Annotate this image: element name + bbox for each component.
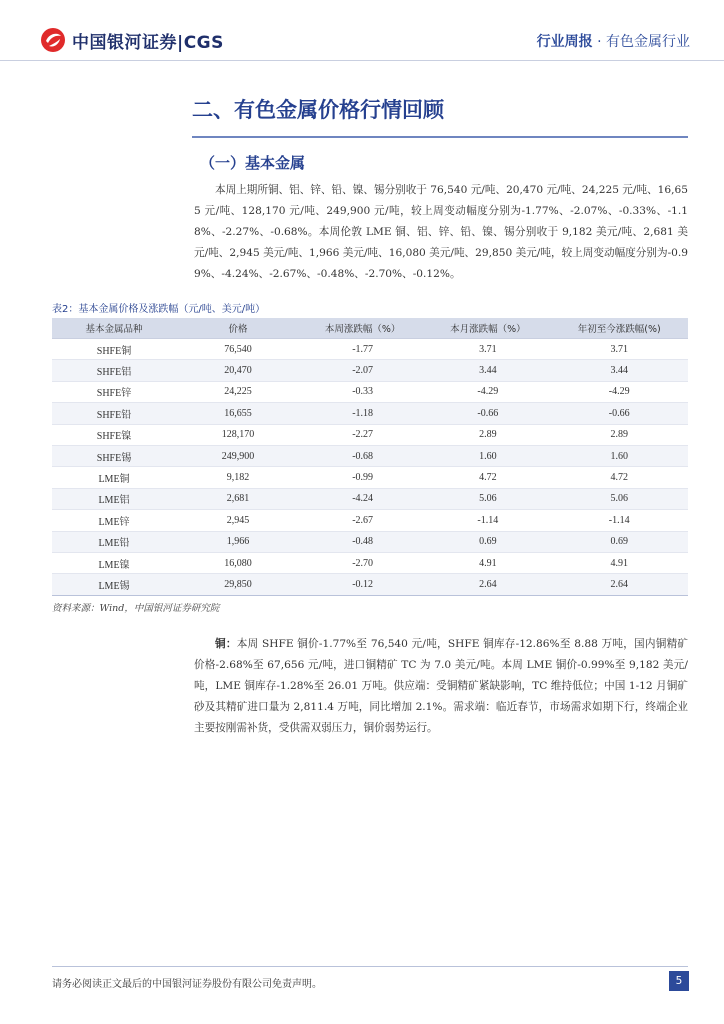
table-row — [52, 531, 688, 552]
value-cell: -2.67 — [300, 510, 425, 531]
value-cell: 24,225 — [176, 381, 300, 402]
section-title: 二、有色金属价格行情回顾 — [192, 98, 444, 122]
table-row — [52, 467, 688, 488]
value-cell: 2,681 — [176, 488, 300, 509]
value-cell: -1.14 — [425, 510, 550, 531]
value-cell: 3.71 — [550, 339, 688, 360]
value-cell: -1.77 — [300, 339, 425, 360]
brand-name: 中国银河证券|CGS — [72, 32, 224, 53]
metal-name-cell: LME锌 — [52, 510, 176, 531]
value-cell: 4.91 — [550, 552, 688, 573]
value-cell: -0.66 — [425, 403, 550, 424]
value-cell: 128,170 — [176, 424, 300, 445]
table-caption: 表2：基本金属价格及涨跌幅（元/吨、美元/吨） — [52, 304, 266, 315]
column-header: 年初至今涨跌幅(%) — [550, 318, 688, 339]
value-cell: 1.60 — [550, 445, 688, 466]
metal-price-table — [52, 318, 688, 596]
value-cell: 2.89 — [425, 424, 550, 445]
intro-paragraph: 本周上期所铜、铝、锌、铅、镍、锡分别收于 76,540 元/吨、20,470 元/吨、24,225 元/吨、16,655 元/吨、128,170 元/吨、249,900 元/吨，较上周变动幅度分别为-1.77%、-2.07%、-0.33%、-1.18%、-2.27%、-0.68%。本周伦敦 LME 铜、铝、锌、铅、镍、锡分别收于 9,182 美元/吨、2,681 美元/吨、2,945 美元/吨、1,966 美元/吨、16,080 美元/吨、29,850 美元/吨，较上周变动幅度分别为-0.99%、-4.24%、-2.67%、-0.48%、-2.70%、-0.12%。 — [194, 184, 688, 280]
header-separator: · — [597, 34, 602, 50]
table-row — [52, 574, 688, 595]
table-row — [52, 381, 688, 402]
publication-type: 行业周报 — [536, 34, 593, 50]
value-cell: 76,540 — [176, 339, 300, 360]
value-cell: -2.70 — [300, 552, 425, 573]
table-row — [52, 339, 688, 360]
page-header — [0, 0, 724, 66]
metal-name-cell: LME锡 — [52, 574, 176, 595]
value-cell: 16,080 — [176, 552, 300, 573]
value-cell: -4.24 — [300, 488, 425, 509]
value-cell: 3.44 — [550, 360, 688, 381]
metal-name-cell: SHFE铝 — [52, 360, 176, 381]
metal-name-cell: LME镍 — [52, 552, 176, 573]
value-cell: 249,900 — [176, 445, 300, 466]
sector-name: 有色金属行业 — [606, 34, 690, 50]
metal-name-cell: LME铜 — [52, 467, 176, 488]
table-row — [52, 360, 688, 381]
value-cell: 0.69 — [550, 531, 688, 552]
table-row — [52, 403, 688, 424]
header-divider — [0, 60, 724, 61]
page-number: 5 — [669, 971, 689, 991]
column-header: 本月涨跌幅（%） — [425, 318, 550, 339]
metal-name-cell: LME铅 — [52, 531, 176, 552]
cgs-logo-icon — [40, 27, 66, 53]
value-cell: 2,945 — [176, 510, 300, 531]
value-cell: -2.27 — [300, 424, 425, 445]
value-cell: 20,470 — [176, 360, 300, 381]
footer-disclaimer: 请务必阅读正文最后的中国银河证券股份有限公司免责声明。 — [52, 979, 322, 990]
value-cell: 1,966 — [176, 531, 300, 552]
value-cell: -4.29 — [425, 381, 550, 402]
column-header: 价格 — [176, 318, 300, 339]
table-row — [52, 488, 688, 509]
table-source-note: 资料来源：Wind，中国银河证券研究院 — [52, 603, 220, 614]
value-cell: 16,655 — [176, 403, 300, 424]
value-cell: 4.72 — [425, 467, 550, 488]
value-cell: -4.29 — [550, 381, 688, 402]
value-cell: 5.06 — [550, 488, 688, 509]
value-cell: -1.14 — [550, 510, 688, 531]
copper-lead: 铜： — [215, 638, 237, 650]
value-cell: 2.64 — [425, 574, 550, 595]
table-row — [52, 424, 688, 445]
metal-name-cell: SHFE铅 — [52, 403, 176, 424]
value-cell: 3.71 — [425, 339, 550, 360]
metal-name-cell: SHFE锡 — [52, 445, 176, 466]
value-cell: 9,182 — [176, 467, 300, 488]
copper-paragraph — [194, 634, 688, 739]
column-header: 本周涨跌幅（%） — [300, 318, 425, 339]
value-cell: 2.64 — [550, 574, 688, 595]
value-cell: 5.06 — [425, 488, 550, 509]
price-table-container — [52, 318, 688, 596]
column-header: 基本金属品种 — [52, 318, 176, 339]
table-row — [52, 510, 688, 531]
report-type — [537, 31, 690, 51]
metal-name-cell: SHFE镍 — [52, 424, 176, 445]
value-cell: 4.72 — [550, 467, 688, 488]
value-cell: -0.12 — [300, 574, 425, 595]
value-cell: 0.69 — [425, 531, 550, 552]
value-cell: 2.89 — [550, 424, 688, 445]
metal-name-cell: SHFE锌 — [52, 381, 176, 402]
value-cell: -0.48 — [300, 531, 425, 552]
value-cell: -1.18 — [300, 403, 425, 424]
metal-name-cell: LME铝 — [52, 488, 176, 509]
value-cell: -0.66 — [550, 403, 688, 424]
table-header-row — [52, 318, 688, 339]
value-cell: -0.68 — [300, 445, 425, 466]
value-cell: -2.07 — [300, 360, 425, 381]
table-row — [52, 552, 688, 573]
value-cell: 1.60 — [425, 445, 550, 466]
section-subtitle: （一）基本金属 — [200, 154, 306, 172]
value-cell: 4.91 — [425, 552, 550, 573]
value-cell: -0.99 — [300, 467, 425, 488]
copper-body: 本周 SHFE 铜价-1.77%至 76,540 元/吨，SHFE 铜库存-12.86%至 8.88 万吨，国内铜精矿价格-2.68%至 67,656 元/吨，进口铜精矿 TC 为 7.0 美元/吨。本周 LME 铜价-0.99%至 9,182 美元/吨，LME 铜库存-1.28%至 26.01 万吨。供应端：受铜精矿紧缺影响，TC 维持低位；中国 1-12 月铜矿砂及其精矿进口量为 2,811.4 万吨，同比增加 2.1%。需求端：临近春节，市场需求如期下行，终端企业主要按刚需补货，受供需双弱压力，铜价弱势运行。 — [194, 638, 689, 734]
table-body — [52, 339, 688, 596]
brand-logo — [40, 27, 224, 53]
metal-name-cell: SHFE铜 — [52, 339, 176, 360]
section-divider — [192, 136, 688, 138]
value-cell: 29,850 — [176, 574, 300, 595]
value-cell: -0.33 — [300, 381, 425, 402]
footer-divider — [52, 966, 688, 967]
value-cell: 3.44 — [425, 360, 550, 381]
table-row — [52, 445, 688, 466]
